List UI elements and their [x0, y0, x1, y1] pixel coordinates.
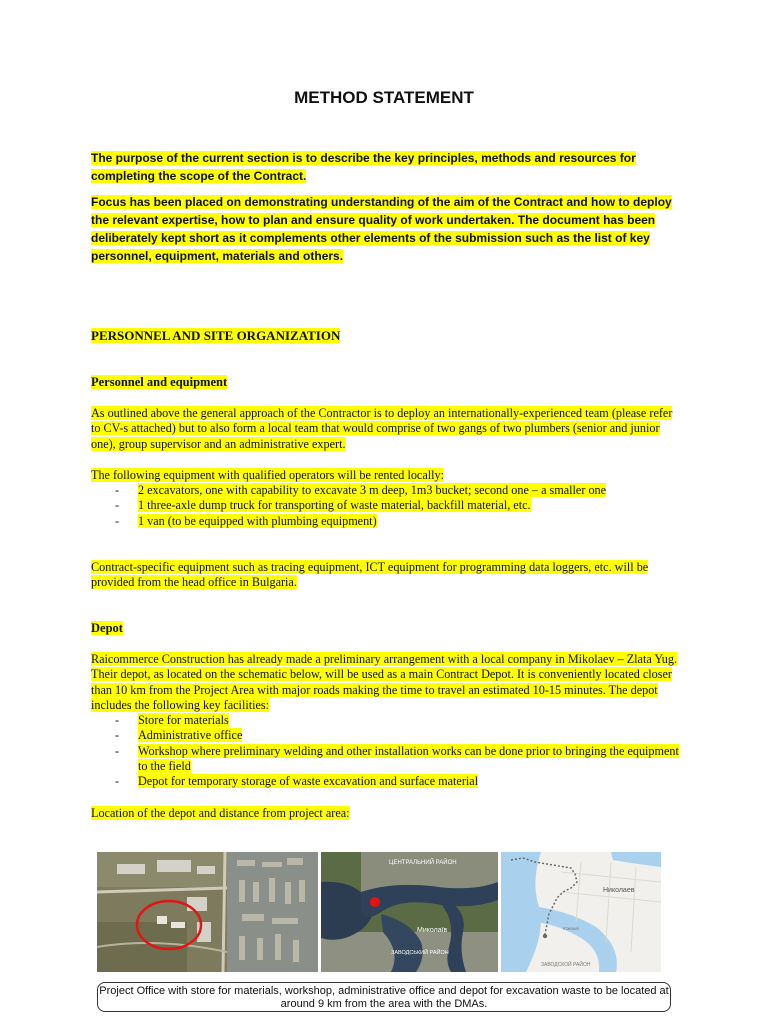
list-item: - Administrative office [91, 728, 681, 743]
depot-marker-icon [370, 897, 380, 907]
road-map-image [501, 852, 661, 972]
map-label: Миколаїв [417, 927, 448, 934]
intro-paragraph-2: Focus has been placed on demonstrating understanding of the aim of the Contract and how to deploy the relevant expertise, how to plan and ensure quality of work undertaken. The document has been deliberately kept short as it complements other elements of the submission such as the list of key personnel, equipment, materials and others. [91, 195, 672, 263]
list-item: - Depot for temporary storage of waste excavation and surface material [91, 774, 681, 789]
list-item: - 1 van (to be equipped with plumbing equipment) [91, 514, 681, 529]
figure-caption: Project Office with store for materials, workshop, administrative office and depot for excavation waste to be located at around 9 km from the area with the DMAs. [97, 982, 671, 1012]
road-map-route [501, 852, 661, 972]
contract-equipment-paragraph: Contract-specific equipment such as tracing equipment, ICT equipment for programming data loggers, etc. will be provided from the head office in Bulgaria. [91, 560, 649, 590]
intro-paragraph-1: The purpose of the current section is to describe the key principles, methods and resources for completing the scope of the Contract. [91, 151, 636, 183]
map-label: ЗАВОДСКОЙ РАЙОН [541, 962, 591, 968]
map-label: ЦЕНТРАЛЬНИЙ РАЙОН [389, 860, 457, 866]
satellite-map-image [97, 852, 318, 972]
depot-paragraph: Raicommerce Construction has already made a preliminary arrangement with a local company in Mikolaev – Zlata Yug. Their depot, as located on the schematic below, will be used as a main Contract Depot. It is conveniently located closer than 10 km from the Project Area with major roads making the time to travel an estimated 10-15 minutes. The depot includes the following key facilities: [91, 652, 678, 712]
personnel-heading: Personnel and equipment [91, 375, 228, 389]
city-map-image [321, 852, 498, 972]
equipment-intro: The following equipment with qualified operators will be rented locally: [91, 468, 445, 482]
route-end-icon [543, 934, 547, 938]
equipment-list [91, 483, 681, 529]
list-item: - 1 three-axle dump truck for transporting of waste material, backfill material, etc. [91, 498, 681, 513]
depot-heading: Depot [91, 621, 123, 635]
page-title: METHOD STATEMENT [294, 88, 474, 107]
personnel-paragraph: As outlined above the general approach of the Contractor is to deploy an internationally-experienced team (please refer to CV-s attached) but to also form a local team that would comprise of two gangs of two plumbers (senior and junior one), group supervisor and an administrative expert. [91, 406, 673, 451]
location-label: Location of the depot and distance from project area: [91, 806, 350, 820]
list-item: - Store for materials [91, 713, 681, 728]
list-item: - 2 excavators, one with capability to excavate 3 m deep, 1m3 bucket; second one – a smaller one [91, 483, 681, 498]
map-label: Южный [563, 926, 579, 931]
section-heading: PERSONNEL AND SITE ORGANIZATION [91, 328, 341, 343]
satellite-map-city [321, 852, 498, 972]
map-label: Николаев [603, 887, 635, 894]
satellite-map-depot [97, 852, 318, 972]
map-label: ЗАВОДСЬКИЙ РАЙОН [391, 950, 449, 956]
facilities-list [91, 713, 681, 789]
list-item: - Workshop where preliminary welding and other installation works can be done prior to bringing the equipment to the field [91, 744, 681, 775]
